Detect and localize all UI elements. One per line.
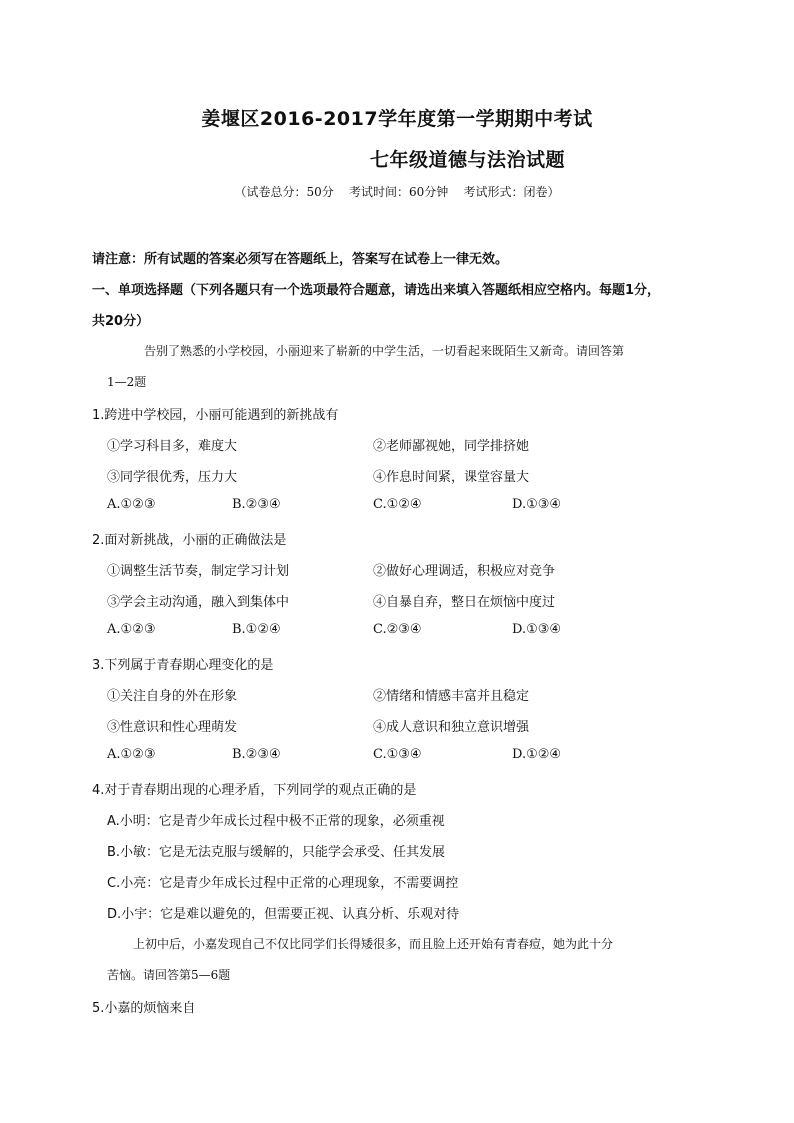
material1-line2: 1—2题 <box>107 375 147 389</box>
q3-item-3: ③性意识和性心理萌发 <box>107 720 238 735</box>
q1-item-1: ①学习科目多，难度大 <box>107 439 238 454</box>
material2-line1: 上初中后，小嘉发现自己不仅比同学们长得矮很多，而且脸上还开始有青春痘，她为此十分 <box>133 937 614 951</box>
material1-line1: 告别了熟悉的小学校园，小丽迎来了崭新的中学生活，一切看起来既陌生又新奇。请回答第 <box>144 344 625 358</box>
q1-answer-c: C.①②④ <box>373 497 422 512</box>
q1-answer-b: B.②③④ <box>232 497 281 512</box>
q5-stem: 5.小嘉的烦恼来自 <box>92 1001 196 1016</box>
q2-answer-b: B.①②④ <box>232 622 281 637</box>
q1-answer-d: D.①③④ <box>512 497 562 512</box>
q3-item-2: ②情绪和情感丰富并且稳定 <box>373 689 530 704</box>
exam-meta: （试卷总分：50分 考试时间：60分钟 考试形式：闭卷） <box>234 185 560 199</box>
q4-option-d: D.小宇：它是难以避免的，但需要正视、认真分析、乐观对待 <box>107 907 460 922</box>
q3-answer-b: B.②③④ <box>232 747 281 762</box>
exam-subtitle: 七年级道德与法治试题 <box>370 149 566 171</box>
notice: 请注意：所有试题的答案必须写在答题纸上，答案写在试卷上一律无效。 <box>92 252 509 267</box>
q2-answer-d: D.①③④ <box>512 622 562 637</box>
q1-item-2: ②老师鄙视她，同学排挤她 <box>373 439 530 454</box>
section-heading-line1: 一、单项选择题（下列各题只有一个选项最符合题意，请选出来填入答题纸相应空格内。每题1分， <box>92 283 661 298</box>
q4-option-a: A.小明：它是青少年成长过程中极不正常的现象，必须重视 <box>107 814 445 829</box>
q1-answer-a: A.①②③ <box>107 497 156 512</box>
q2-stem: 2.面对新挑战，小丽的正确做法是 <box>92 533 287 548</box>
q3-answer-a: A.①②③ <box>107 747 156 762</box>
q4-stem: 4.对于青春期出现的心理矛盾，下列同学的观点正确的是 <box>92 783 417 798</box>
q2-item-1: ①调整生活节奏，制定学习计划 <box>107 564 290 579</box>
q3-item-1: ①关注自身的外在形象 <box>107 689 238 704</box>
q2-item-3: ③学会主动沟通，融入到集体中 <box>107 595 290 610</box>
q4-option-b: B.小敏：它是无法克服与缓解的，只能学会承受、任其发展 <box>107 845 446 860</box>
q3-stem: 3.下列属于青春期心理变化的是 <box>92 658 274 673</box>
exam-title: 姜堰区2016-2017学年度第一学期期中考试 <box>201 108 593 130</box>
q2-item-2: ②做好心理调适，积极应对竞争 <box>373 564 556 579</box>
section-heading-line2: 共20分） <box>92 314 150 329</box>
q4-option-c: C.小亮：它是青少年成长过程中正常的心理现象，不需要调控 <box>107 876 459 891</box>
q3-answer-c: C.①③④ <box>373 747 422 762</box>
q3-item-4: ④成人意识和独立意识增强 <box>373 720 530 735</box>
material2-line2: 苦恼。请回答第5—6题 <box>107 968 231 982</box>
q2-item-4: ④自暴自弃，整日在烦恼中度过 <box>373 595 556 610</box>
q1-stem: 1.跨进中学校园，小丽可能遇到的新挑战有 <box>92 408 339 423</box>
q1-item-4: ④作息时间紧，课堂容量大 <box>373 470 530 485</box>
q3-answer-d: D.①②④ <box>512 747 562 762</box>
q2-answer-c: C.②③④ <box>373 622 422 637</box>
q1-item-3: ③同学很优秀，压力大 <box>107 470 238 485</box>
q2-answer-a: A.①②③ <box>107 622 156 637</box>
